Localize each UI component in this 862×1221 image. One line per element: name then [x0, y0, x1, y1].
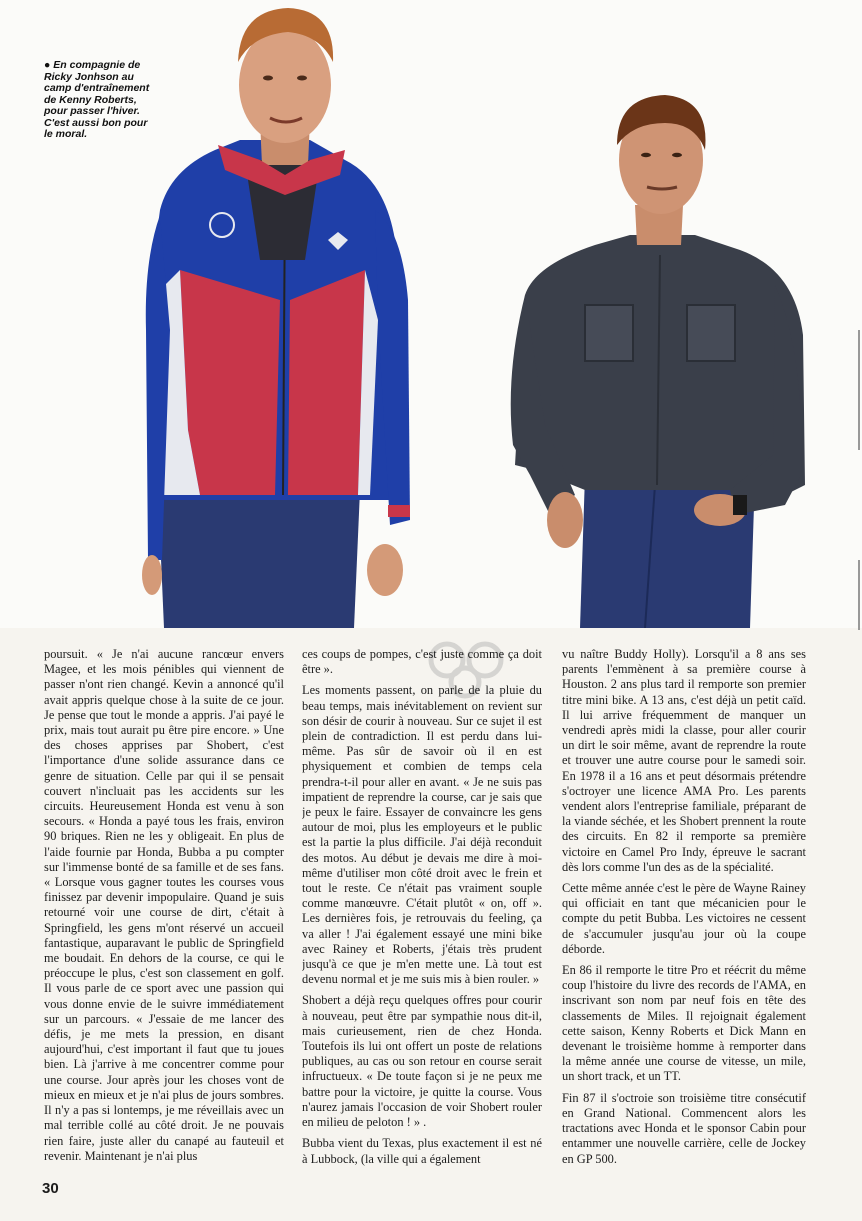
page-edge-mark: [858, 330, 860, 450]
page-edge-mark: [858, 560, 860, 630]
caption-text: En compagnie de Ricky Jonhson au camp d'entraînement de Kenny Roberts, pour passer l'hiver. C'est aussi bon pour le moral.: [44, 59, 150, 140]
paragraph: Les moments passent, on parle de la pluie du beau temps, mais inévitablement on revient sur son désir de courir à nouveau. Sur ce sujet il est plein de contradiction. Il est perdu dans lui-même. Pas sûr de savoir où il en est physiquement et combien de temps cela prendra-t-il pour aller en avant. « Je ne suis pas impatient de reprendre la course, car je sais que je peux le faire. Essayer de convaincre les gens autour de moi, plus les employeurs et le public est la partie la plus difficile. J'ai déjà reconduit des motos. Au début je devais me dire à moi-même d'utiliser mon côté droit avec le frein et tout le reste. Ce n'était pas vraiment souple comme manœuvre. C'était plutôt « on, off ». Les dernières fois, je retrouvais du feeling, ça va aller ! J'ai également essayé une mini bike avec Rainey et Roberts, j'étais très prudent jusqu'à ce que je m'en mette une. Là tout est devenu normal et je me suis mis à bien rouler. »: [302, 683, 542, 987]
paragraph: poursuit. « Je n'ai aucune rancœur envers Magee, et les mois pénibles qui viennent de passer n'ont rien changé. Kevin a annoncé qu'il avait appris quelque chose à la suite de ce jour. Je pense que tout le monde a appris. J'ai payé le prix, mais tout aurait pu être pire encore. » Une des choses apprises par Shobert, c'est l'importance d'une solide assurance dans ce genre de situation. Celle par qui il se pensait couvert n'incluait pas les accidents sur les circuits. Heureusement Honda est venu à son secours. « Honda a payé tous les frais, environ 90 briques. Rien ne les y obligeait. En plus de l'aide fournie par Honda, Bubba a pu compter sur l'immense bonté de sa famille et de ses fans. « Lorsque vous gagner toutes les courses vous finissez par devenir impopulaire. Quand je suis retourné voir une course de dirt, c'était à Springfield, les gens m'ont réservé un accueil fantastique, auparavant le public de Springfield me boudait. En dehors de la course, ce qui le préoccupe le plus, c'est son classement en golf. Il vous parle de ce sport avec une passion qui vous donne envie de le suivre immédiatement sur un parcours. « J'essaie de me lancer des défis, je me mets la pression, en disant aujourd'hui, c'est important il faut que tu joues bien. Là j'arrive à me concentrer comme pour une course. Jour après jour les choses vont de mieux en mieux et je n'ai plus de jours sombres. Il n'y a pas si lontemps, je me réveillais avec un mal terrible collé au côté droit. Je ne pouvais rien faire, juste aller du canapé au fauteuil et revenir. Maintenant je n'ai plus: [44, 647, 284, 1163]
paragraph: Fin 87 il s'octroie son troisième titre consécutif en Grand National. Commencent alors les tractations avec Honda et le sponsor Cabin pour entammer une nouvelle carrière, celle de Jockey en GP 500.: [562, 1090, 806, 1166]
article-column-3: [562, 647, 806, 1207]
paragraph: En 86 il remporte le titre Pro et réécrit du même coup l'histoire du livre des records de l'AMA, en inscrivant son nom par neuf fois en tête des classements de Miles. Il rejoignait également cette saison, Kenny Roberts et Dick Mann en devenant le troisième homme à remporter dans la même année une course de vitesse, un mile, un short track, et un TT.: [562, 963, 806, 1084]
article-column-2: [302, 647, 542, 1207]
photo-person-jacket: [140, 0, 420, 628]
paragraph: Bubba vient du Texas, plus exactement il est né à Lubbock, (la ville qui a également: [302, 1136, 542, 1166]
paragraph: vu naître Buddy Holly). Lorsqu'il a 8 ans ses parents l'emmènent à sa première course à Houston. 2 ans plus tard il remporte son premier titre mini bike. A 13 ans, c'est déjà un petit caïd. Il lui arrive fréquemment de manquer un vendredi après midi la classe, pour aller courir un dirt le soir même, avant de reprendre la route et trouver une autre course pour le samedi soir. En 1978 il a 16 ans et peut désormais prétendre s'octroyer une licence AMA Pro. Les parents vendent alors l'entreprise familiale, préparant de la viande séchée, et les Shobert prennent la route des circuits. En 82 il remporte sa première victoire en Camel Pro Indy, épreuve le sacrant dès lors comme l'un des as de la spécialité.: [562, 647, 806, 874]
article-body: [0, 647, 862, 1207]
paragraph: Shobert a déjà reçu quelques offres pour courir à nouveau, peut être par sympathie nous dit-il, mais curieusement, rien de chez Honda. Toutefois ils lui ont offert un poste de relations publiques, au cas ou son retour en course serait infructueux. « De toute façon si je ne peux me battre pour la victoire, je quitte la course. Vous n'aurez jamais l'occasion de voir Shobert rouler en milieu de peloton ! » .: [302, 993, 542, 1130]
paragraph: Cette même année c'est le père de Wayne Rainey qui officiait en tant que mécanicien pour le compte du petit Bubba. Les victoires ne cessent de s'accumuler jusqu'au jour où la coupe déborde.: [562, 881, 806, 956]
article-column-1: [44, 647, 284, 1207]
page-number: 30: [42, 1180, 59, 1197]
photo-person-shirt: [505, 95, 815, 628]
paragraph: ces coups de pompes, c'est juste comme ça doit être ».: [302, 647, 542, 677]
caption-bullet: ●: [44, 59, 51, 71]
photo-caption: [44, 60, 152, 141]
